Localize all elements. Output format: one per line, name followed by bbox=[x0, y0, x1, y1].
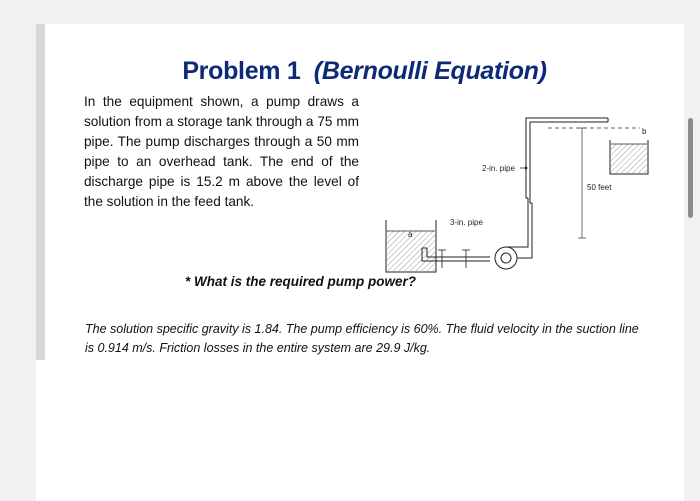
label-point-b: b bbox=[642, 127, 647, 136]
title-subtitle: (Bernoulli Equation) bbox=[313, 57, 547, 85]
label-50-feet: 50 feet bbox=[587, 183, 612, 192]
slide bbox=[36, 24, 684, 360]
page-lower-area bbox=[36, 360, 684, 501]
pump bbox=[495, 247, 526, 269]
overhead-tank bbox=[610, 140, 648, 174]
label-point-a: a bbox=[408, 230, 413, 239]
label-3in-pipe: 3-in. pipe bbox=[450, 218, 483, 227]
vertical-scrollbar[interactable] bbox=[688, 118, 693, 218]
page-title bbox=[45, 57, 684, 86]
title-main: Problem 1 bbox=[182, 57, 301, 85]
suction-valve bbox=[438, 250, 470, 268]
given-data-text: The solution specific gravity is 1.84. The pump efficiency is 60%. The fluid velocity in the suction line is 0.914 m/s. Friction losses in the entire system are 29.9 J/kg. bbox=[85, 322, 639, 355]
label-2in-pipe: 2-in. pipe bbox=[482, 164, 515, 173]
problem-statement: In the equipment shown, a pump draws a solution from a storage tank through a 75 mm pipe. The pump discharges through a 50 mm pipe to an overhead tank. The end of the discharge pipe is 15.2 m above the level of the solution in the feed tank. bbox=[84, 94, 359, 209]
question-text: * What is the required pump power? bbox=[185, 274, 417, 289]
height-dimension bbox=[578, 128, 586, 238]
feed-tank bbox=[386, 220, 436, 272]
pump-system-diagram bbox=[378, 88, 653, 274]
